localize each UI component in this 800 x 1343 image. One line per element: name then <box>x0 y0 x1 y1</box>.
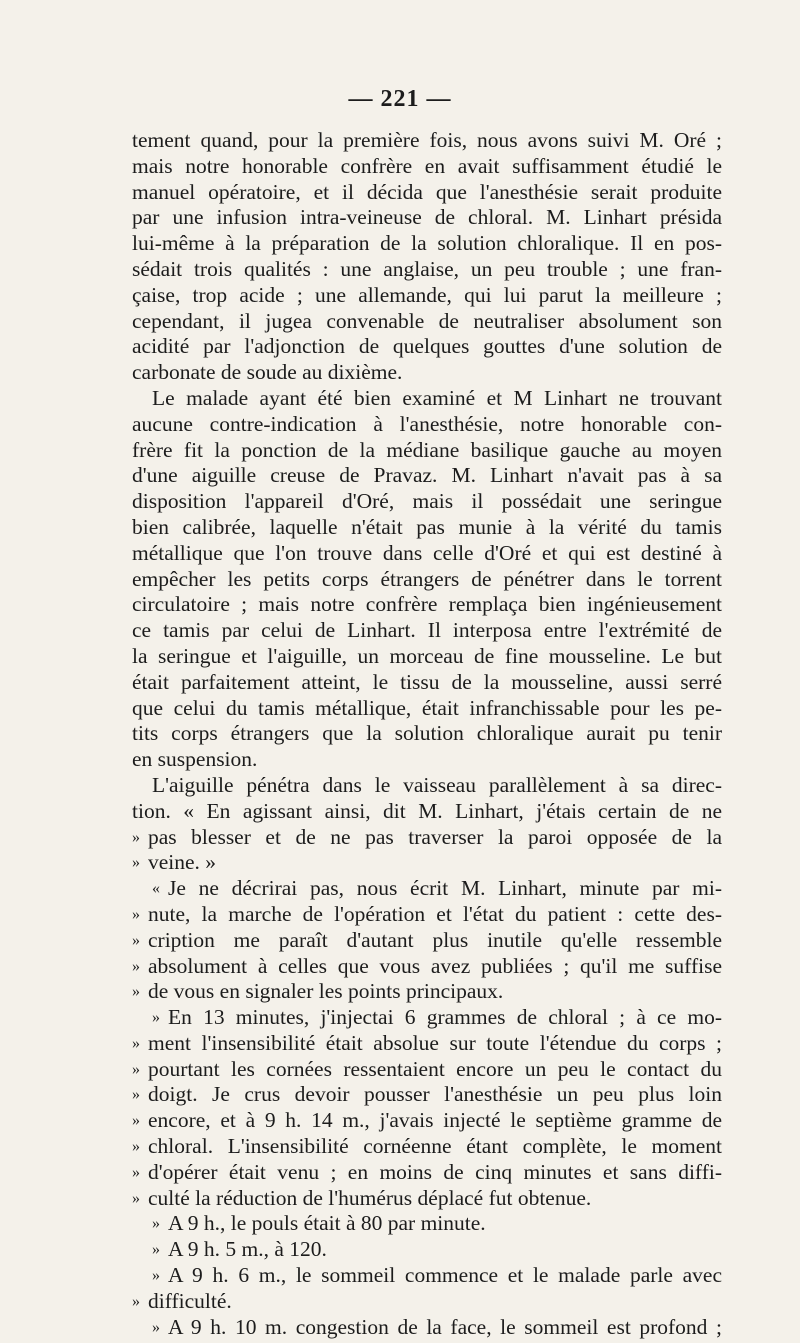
text-line: « Je ne décrirai pas, nous écrit M. Linhart, minute par mi- <box>132 876 722 902</box>
page-number: — 221 — <box>348 86 452 112</box>
text-line: par une infusion intra-veineuse de chloral. M. Linhart présida <box>132 205 722 230</box>
body-text <box>132 128 722 1340</box>
text-line: » veine. » <box>132 850 722 876</box>
text-line: » absolument à celles que vous avez publiées ; qu'il me suffise <box>132 954 722 980</box>
text-line: mais notre honorable confrère en avait suffisamment étudié le <box>132 153 722 178</box>
text-line: métallique que l'on trouve dans celle d'Oré et qui est destiné à <box>132 540 722 565</box>
text-line: en suspension. <box>132 747 258 772</box>
text-line: L'aiguille pénétra dans le vaisseau parallèlement à sa direc- <box>152 772 722 797</box>
text-line: tement quand, pour la première fois, nous avons suivi M. Oré ; <box>132 128 722 152</box>
text-line: cependant, il jugea convenable de neutraliser absolument son <box>132 308 722 333</box>
text-line: » A 9 h. 5 m., à 120. <box>132 1237 722 1263</box>
text-line: » culté la réduction de l'humérus déplacé fut obtenue. <box>132 1186 722 1212</box>
text-line: Le malade ayant été bien examiné et M Linhart ne trouvant <box>152 385 722 410</box>
text-line: » encore, et à 9 h. 14 m., j'avais injecté le septième gramme de <box>132 1108 722 1134</box>
text-line: frère fit la ponction de la médiane basilique gauche au moyen <box>132 437 722 462</box>
text-line: empêcher les petits corps étrangers de pénétrer dans le torrent <box>132 566 722 591</box>
text-line: » ment l'insensibilité était absolue sur toute l'étendue du corps ; <box>132 1031 722 1057</box>
text-line: disposition l'appareil d'Oré, mais il possédait une seringue <box>132 489 722 514</box>
text-line: » chloral. L'insensibilité cornéenne étant complète, le moment <box>132 1134 722 1160</box>
text-line: sédait trois qualités : une anglaise, un peu trouble ; une fran- <box>132 256 722 281</box>
text-line: lui-même à la préparation de la solution chloralique. Il en pos- <box>132 231 722 256</box>
text-line: carbonate de soude au dixième. <box>132 360 403 385</box>
text-line: » difficulté. <box>132 1289 722 1315</box>
text-line: la seringue et l'aiguille, un morceau de fine mousseline. Le but <box>132 643 722 668</box>
text-line: acidité par l'adjonction de quelques gouttes d'une solution de <box>132 334 722 359</box>
text-line: circulatoire ; mais notre confrère remplaça bien ingénieusement <box>132 592 722 617</box>
text-line: tion. « En agissant ainsi, dit M. Linhart, j'étais certain de ne <box>132 798 722 823</box>
text-line: » cription me paraît d'autant plus inutile qu'elle ressemble <box>132 928 722 954</box>
text-line: » de vous en signaler les points principaux. <box>132 979 722 1005</box>
text-line: que celui du tamis métallique, était infranchissable pour les pe- <box>132 695 722 720</box>
text-line: » d'opérer était venu ; en moins de cinq minutes et sans diffi- <box>132 1160 722 1186</box>
text-line: d'une aiguille creuse de Pravaz. M. Linhart n'avait pas à sa <box>132 463 722 488</box>
text-line: » pas blesser et de ne pas traverser la paroi opposée de la <box>132 825 722 851</box>
text-line: » A 9 h., le pouls était à 80 par minute. <box>132 1211 722 1237</box>
text-line: aucune contre-indication à l'anesthésie, notre honorable con- <box>132 411 722 436</box>
text-line: » A 9 h. 6 m., le sommeil commence et le malade parle avec <box>132 1263 722 1289</box>
text-line: » En 13 minutes, j'injectai 6 grammes de chloral ; à ce mo- <box>132 1005 722 1031</box>
text-line: tits corps étrangers que la solution chloralique aurait pu tenir <box>132 721 722 746</box>
text-line: çaise, trop acide ; une allemande, qui lui parut la meilleure ; <box>132 282 722 307</box>
text-line: bien calibrée, laquelle n'était pas munie à la vérité du tamis <box>132 514 722 539</box>
text-line: ce tamis par celui de Linhart. Il interposa entre l'extrémité de <box>132 618 722 643</box>
text-line: » doigt. Je crus devoir pousser l'anesthésie un peu plus loin <box>132 1082 722 1108</box>
text-line: était parfaitement atteint, le tissu de la mousseline, aussi serré <box>132 669 722 694</box>
text-line: manuel opératoire, et il décida que l'anesthésie serait produite <box>132 179 722 204</box>
text-line: » A 9 h. 10 m. congestion de la face, le sommeil est profond ; <box>132 1315 722 1341</box>
text-line: » pourtant les cornées ressentaient encore un peu le contact du <box>132 1057 722 1083</box>
text-line: » nute, la marche de l'opération et l'état du patient : cette des- <box>132 902 722 928</box>
